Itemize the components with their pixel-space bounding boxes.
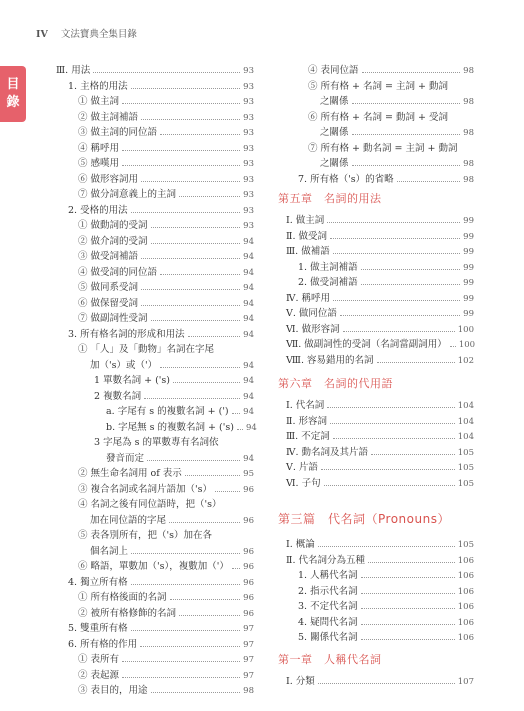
toc-entry-title: 2 複數名詞: [94, 390, 142, 402]
toc-entry-page: 106: [457, 617, 474, 628]
toc-side-tab: [0, 66, 26, 122]
toc-entry: [90, 355, 254, 371]
toc-entry: [286, 473, 474, 489]
toc-entry-page: 106: [457, 555, 474, 566]
dot-leader: [141, 119, 240, 120]
toc-entry: [286, 303, 474, 319]
dot-leader: [352, 165, 461, 166]
toc-entry: [286, 442, 474, 458]
toc-entry-page: 105: [457, 463, 474, 473]
dot-leader: [131, 88, 241, 89]
toc-entry: [78, 122, 254, 138]
toc-entry: [78, 587, 254, 603]
toc-entry-title: Ⅱ. 代名詞分為五種: [286, 554, 365, 566]
toc-entry: [286, 288, 474, 304]
toc-entry: [78, 649, 254, 665]
toc-entry: [298, 257, 474, 273]
toc-entry-page: 98: [463, 97, 474, 107]
toc-entry-title: a. 字尾有 s 的複數名詞 + ('): [106, 406, 229, 417]
toc-entry-page: 97: [243, 639, 254, 650]
toc-entry: [106, 417, 257, 433]
toc-entry-title: ⑦ 做分詞意義上的主詞: [78, 189, 177, 200]
toc-entry: [68, 324, 254, 340]
book-title: 文法寶典全集目錄: [60, 29, 137, 40]
toc-entry-title: ④ 稱呼用: [78, 142, 120, 154]
toc-entry-title: 2. 受格的用法: [68, 204, 128, 216]
toc-entry-page: 93: [243, 221, 254, 231]
toc-entry-page: 104: [457, 416, 474, 427]
dot-leader: [169, 522, 240, 523]
dot-leader: [160, 274, 240, 275]
toc-entry: [78, 603, 254, 619]
toc-entry-page: 96: [243, 515, 254, 526]
toc-entry-page: 100: [457, 324, 474, 335]
dot-leader: [397, 181, 461, 182]
dot-leader: [141, 181, 240, 182]
toc-entry-title: 6. 所有格的作用: [68, 638, 138, 650]
dot-leader: [377, 362, 455, 363]
toc-entry-page: 94: [243, 314, 254, 324]
toc-entry: [286, 226, 474, 242]
toc-entry-page: 93: [243, 143, 254, 154]
toc-entry-title: Ⅴ. 做同位語: [286, 308, 337, 319]
toc-entry-page: 94: [243, 360, 254, 371]
toc-entry-page: 98: [463, 128, 474, 138]
toc-entry: [286, 395, 474, 411]
dot-leader: [361, 284, 461, 285]
toc-entry-page: 98: [463, 159, 474, 169]
toc-entry-title: Ⅳ. 動名詞及其片語: [286, 446, 369, 458]
toc-entry-title: b. 字尾無 s 的複數名詞 + ('s): [106, 421, 234, 433]
dot-leader: [343, 331, 455, 332]
toc-entry-title: Ⅲ. 不定詞: [286, 431, 330, 442]
toc-entry-title: Ⅵ. 子句: [286, 477, 321, 489]
toc-entry-page: 94: [243, 376, 254, 386]
toc-entry: [298, 627, 474, 643]
dot-leader: [318, 683, 455, 684]
toc-entry: [78, 91, 254, 107]
dot-leader: [185, 475, 240, 476]
toc-entry: [78, 107, 254, 123]
toc-entry: [68, 634, 254, 650]
toc-entry: [308, 60, 474, 76]
toc-entry-title: 1. 人稱代名詞: [298, 570, 358, 581]
page-number: IV: [36, 29, 48, 40]
toc-entry-page: 94: [243, 283, 254, 293]
toc-entry-page: 94: [243, 453, 254, 464]
dot-leader: [151, 692, 241, 693]
toc-entry: [78, 246, 254, 262]
toc-entry: [298, 596, 474, 612]
tab-char-1: 目: [6, 77, 20, 93]
toc-entry: [298, 581, 474, 597]
toc-entry: [298, 612, 474, 628]
toc-entry-title: ② 做介詞的受詞: [78, 235, 148, 247]
toc-entry-title: Ⅰ. 代名詞: [286, 400, 325, 411]
toc-entry: [90, 541, 254, 557]
toc-entry-title: 發音而定: [106, 452, 145, 464]
toc-entry-page: 96: [243, 562, 254, 572]
toc-entry: [78, 463, 254, 479]
toc-entry-page: 105: [457, 478, 474, 489]
toc-entry: [298, 565, 474, 581]
toc-entry: [286, 671, 474, 687]
dot-leader: [93, 72, 240, 73]
dot-leader: [131, 553, 240, 554]
toc-entry-page: 96: [243, 577, 254, 588]
toc-entry-title: ③ 表目的，用途: [78, 685, 148, 696]
toc-entry-line: ① 「人」及「動物」名詞在字尾: [78, 344, 215, 355]
dot-leader: [318, 546, 455, 547]
toc-entry-title: 1. 主格的用法: [68, 80, 128, 92]
toc-entry-title: 5. 關係代名詞: [298, 632, 358, 643]
toc-entry: [78, 277, 254, 293]
toc-entry: [286, 534, 474, 550]
toc-entry: [286, 457, 474, 473]
toc-entry-page: 93: [243, 190, 254, 200]
toc-entry-title: ⑤ 做同系受詞: [78, 282, 139, 293]
toc-entry: [90, 510, 254, 526]
dot-leader: [179, 615, 240, 616]
toc-entry: [286, 319, 474, 335]
toc-entry-page: 97: [243, 624, 254, 634]
toc-entry-title: Ⅲ. 做補語: [286, 246, 330, 257]
dot-leader: [232, 568, 240, 569]
toc-entry: [78, 665, 254, 681]
dot-leader: [122, 165, 240, 166]
dot-leader: [170, 599, 241, 600]
toc-entry-title: ⑦ 做副詞性受詞: [78, 313, 148, 324]
dot-leader: [333, 300, 460, 301]
dot-leader: [333, 438, 455, 439]
toc-entry: [78, 138, 254, 154]
dot-leader: [131, 212, 241, 213]
dot-leader: [352, 134, 461, 135]
toc-entry: [56, 60, 254, 76]
toc-entry-title: Ⅰ. 概論: [286, 539, 315, 550]
dot-leader: [371, 454, 455, 455]
toc-entry-title: 2. 做受詞補語: [298, 277, 358, 288]
toc-entry-line: ⑤ 所有格 + 名詞 = 主詞 + 動詞: [308, 80, 449, 92]
toc-entry-title: 之關係: [320, 96, 349, 107]
dot-leader: [122, 677, 240, 678]
toc-entry-title: 1 單數名詞 + ('s): [94, 375, 170, 386]
toc-entry: [286, 550, 474, 566]
toc-entry-page: 106: [457, 633, 474, 643]
toc-entry: [78, 184, 254, 200]
toc-entry-title: Ⅴ. 片語: [286, 462, 318, 473]
toc-entry-title: 1. 做主詞補語: [298, 261, 358, 273]
toc-entry-page: 99: [463, 262, 474, 273]
toc-entry: [298, 272, 474, 288]
toc-entry-page: 99: [463, 309, 474, 319]
dot-leader: [330, 238, 460, 239]
chapter6-heading: 第六章 名詞的代用語: [278, 377, 393, 390]
toc-entry-title: 7. 所有格（'s）的省略: [298, 173, 394, 185]
toc-entry-title: Ⅷ. 容易錯用的名詞: [286, 354, 374, 366]
dot-leader: [450, 346, 456, 347]
toc-entry-page: 97: [243, 670, 254, 681]
part3-heading: 第三篇 代名詞（Pronouns）: [278, 512, 450, 526]
toc-entry-title: 個名詞上: [90, 545, 129, 557]
toc-entry: [106, 448, 254, 464]
page-header: [36, 26, 137, 40]
toc-entry: [78, 556, 254, 572]
toc-entry: [78, 231, 254, 247]
toc-entry-page: 94: [243, 298, 254, 309]
toc-entry-page: 106: [457, 586, 474, 597]
toc-entry-page: 94: [243, 407, 254, 417]
dot-leader: [232, 413, 241, 414]
toc-entry-title: 3. 所有格名詞的形成和用法: [68, 328, 185, 340]
toc-entry-line: ⑤ 表各別所有，把（'s）加在各: [78, 530, 213, 541]
dot-leader: [361, 639, 455, 640]
dot-leader: [327, 222, 460, 223]
toc-entry-title: ④ 做受詞的同位語: [78, 266, 158, 278]
toc-entry: [78, 153, 254, 169]
toc-entry-page: 93: [243, 159, 254, 169]
dot-leader: [122, 150, 240, 151]
toc-entry-title: 加（'s）或（'）: [90, 359, 158, 371]
dot-leader: [141, 289, 240, 290]
toc-entry-page: 94: [243, 267, 254, 278]
toc-entry-page: 105: [457, 447, 474, 458]
toc-entry-page: 99: [463, 278, 474, 288]
dot-leader: [362, 72, 461, 73]
toc-entry: [78, 293, 254, 309]
toc-entry-page: 94: [243, 329, 254, 340]
toc-entry-title: Ⅰ. 分類: [286, 675, 315, 687]
toc-entry-page: 99: [463, 247, 474, 257]
toc-entry-title: ② 被所有格修飾的名詞: [78, 607, 177, 619]
dot-leader: [340, 315, 460, 316]
toc-entry: [78, 680, 254, 696]
toc-entry: [286, 334, 474, 350]
toc-entry-title: 加在同位語的字尾: [90, 514, 167, 526]
dot-leader: [361, 624, 455, 625]
toc-entry-title: ⑥ 做保留受詞: [78, 297, 139, 309]
dot-leader: [361, 269, 461, 270]
toc-entry: [320, 153, 474, 169]
dot-leader: [215, 491, 240, 492]
toc-entry-title: ① 做動詞的受詞: [78, 220, 148, 231]
toc-entry-title: ⑥ 做形容詞用: [78, 173, 139, 185]
dot-leader: [321, 469, 455, 470]
toc-entry-page: 98: [243, 686, 254, 696]
dot-leader: [151, 243, 241, 244]
dot-leader: [361, 608, 455, 609]
toc-entry-page: 100: [458, 340, 476, 350]
toc-entry-title: ③ 做主詞的同位語: [78, 127, 158, 138]
dot-leader: [141, 258, 240, 259]
toc-entry-page: 102: [457, 355, 474, 366]
chapter5-heading: 第五章 名詞的用法: [278, 192, 382, 205]
toc-entry: [320, 122, 474, 138]
toc-entry-page: 95: [243, 469, 254, 479]
toc-entry-title: ① 所有格後面的名詞: [78, 592, 167, 603]
dot-leader: [160, 134, 240, 135]
dot-leader: [173, 382, 240, 383]
toc-entry-page: 93: [243, 81, 254, 92]
toc-entry-title: Ⅲ. 用法: [56, 65, 91, 76]
toc-entry-line: ⑦ 所有格 + 動名詞 = 主詞 + 動詞: [308, 142, 458, 154]
toc-entry: [286, 350, 474, 366]
toc-entry-page: 94: [243, 252, 254, 262]
toc-entry: [68, 572, 254, 588]
dot-leader: [147, 460, 240, 461]
toc-entry-title: 3. 不定代名詞: [298, 601, 358, 612]
toc-entry-line: 3 字尾為 s 的單數專有名詞依: [94, 437, 219, 448]
toc-entry-page: 96: [243, 608, 254, 619]
toc-entry-title: 之關係: [320, 158, 349, 169]
toc-entry: [320, 91, 474, 107]
toc-entry-title: Ⅵ. 做形容詞: [286, 323, 340, 335]
toc-entry: [94, 370, 254, 386]
toc-entry-page: 97: [243, 655, 254, 665]
toc-entry-page: 94: [243, 391, 254, 402]
toc-entry-title: 4. 獨立所有格: [68, 576, 128, 588]
dot-leader: [179, 196, 240, 197]
toc-entry-line: ⑥ 所有格 + 名詞 = 動詞 + 受詞: [308, 111, 449, 123]
toc-entry-page: 96: [243, 484, 254, 495]
dot-leader: [361, 577, 455, 578]
toc-entry: [106, 401, 254, 417]
dot-leader: [324, 485, 455, 486]
toc-entry: [78, 479, 254, 495]
toc-entry-title: 5. 雙重所有格: [68, 623, 128, 634]
toc-entry-page: 99: [463, 293, 474, 304]
toc-entry: [68, 618, 254, 634]
toc-entry: [68, 76, 254, 92]
toc-entry: [286, 411, 474, 427]
dot-leader: [327, 407, 454, 408]
toc-entry-title: ⑥ 略語，單數加（'s），複數加（'）: [78, 561, 229, 572]
toc-entry-title: ① 做主詞: [78, 96, 120, 107]
toc-entry: [286, 241, 474, 257]
toc-entry-title: ⑤ 感嘆用: [78, 158, 120, 169]
toc-entry-page: 98: [463, 174, 474, 185]
toc-entry-page: 104: [457, 432, 474, 442]
toc-entry-page: 94: [243, 236, 254, 247]
toc-entry-page: 106: [457, 602, 474, 612]
toc-entry-title: ② 做主詞補語: [78, 111, 139, 123]
toc-entry-page: 93: [243, 66, 254, 76]
dot-leader: [151, 227, 241, 228]
toc-entry-page: 96: [243, 593, 254, 603]
toc-entry-title: 之關係: [320, 127, 349, 138]
toc-entry-page: 104: [457, 401, 474, 411]
dot-leader: [131, 630, 241, 631]
toc-entry-title: ③ 做受詞補語: [78, 251, 139, 262]
dot-leader: [122, 661, 240, 662]
toc-entry-page: 105: [457, 540, 474, 550]
toc-entry-page: 93: [243, 97, 254, 107]
toc-entry: [286, 426, 474, 442]
dot-leader: [131, 584, 241, 585]
toc-entry-title: 2. 指示代名詞: [298, 585, 358, 597]
dot-leader: [160, 367, 240, 368]
dot-leader: [151, 320, 241, 321]
toc-entry-page: 98: [463, 66, 474, 76]
toc-entry-title: Ⅰ. 做主詞: [286, 215, 325, 226]
toc-entry-title: 4. 疑問代名詞: [298, 616, 358, 628]
dot-leader: [188, 336, 241, 337]
toc-entry-page: 93: [243, 112, 254, 123]
toc-entry-title: ② 無生命名詞用 of 表示: [78, 468, 182, 479]
dot-leader: [368, 562, 455, 563]
toc-entry: [94, 386, 254, 402]
dot-leader: [141, 305, 240, 306]
toc-entry-page: 99: [463, 231, 474, 242]
toc-entry-title: Ⅱ. 形容詞: [286, 415, 327, 427]
toc-entry: [78, 215, 254, 231]
toc-entry-title: Ⅳ. 稱呼用: [286, 292, 331, 304]
dot-leader: [352, 103, 461, 104]
toc-entry: [68, 200, 254, 216]
toc-entry-page: 107: [457, 676, 474, 687]
toc-entry-title: ④ 表同位語: [308, 65, 359, 76]
dot-leader: [140, 646, 240, 647]
dot-leader: [237, 429, 243, 430]
dot-leader: [333, 253, 460, 254]
dot-leader: [144, 398, 240, 399]
toc-entry: [298, 169, 474, 185]
toc-entry-page: 93: [243, 174, 254, 185]
toc-entry-page: 93: [243, 205, 254, 216]
dot-leader: [361, 593, 455, 594]
toc-entry: [78, 308, 254, 324]
toc-entry-page: 93: [243, 128, 254, 138]
chapter1-heading: 第一章 人稱代名詞: [278, 652, 382, 666]
toc-entry-title: ③ 複合名詞或名詞片語加（'s）: [78, 483, 213, 495]
toc-entry-title: ① 表所有: [78, 654, 120, 665]
toc-entry-title: ② 表起源: [78, 669, 120, 681]
toc-entry-title: Ⅱ. 做受詞: [286, 230, 327, 242]
toc-entry-line: ④ 名詞之後有同位語時，把（'s）: [78, 499, 222, 510]
tab-char-2: 錄: [6, 95, 20, 110]
toc-entry-title: Ⅶ. 做副詞性的受詞（名詞當副詞用）: [286, 339, 447, 350]
dot-leader: [330, 423, 455, 424]
toc-entry-page: 94: [245, 422, 257, 433]
toc-entry: [78, 169, 254, 185]
toc-entry-page: 96: [243, 546, 254, 557]
toc-entry: [78, 262, 254, 278]
toc-entry: [286, 210, 474, 226]
toc-entry-page: 106: [457, 571, 474, 581]
toc-entry-page: 99: [463, 216, 474, 226]
dot-leader: [122, 103, 240, 104]
